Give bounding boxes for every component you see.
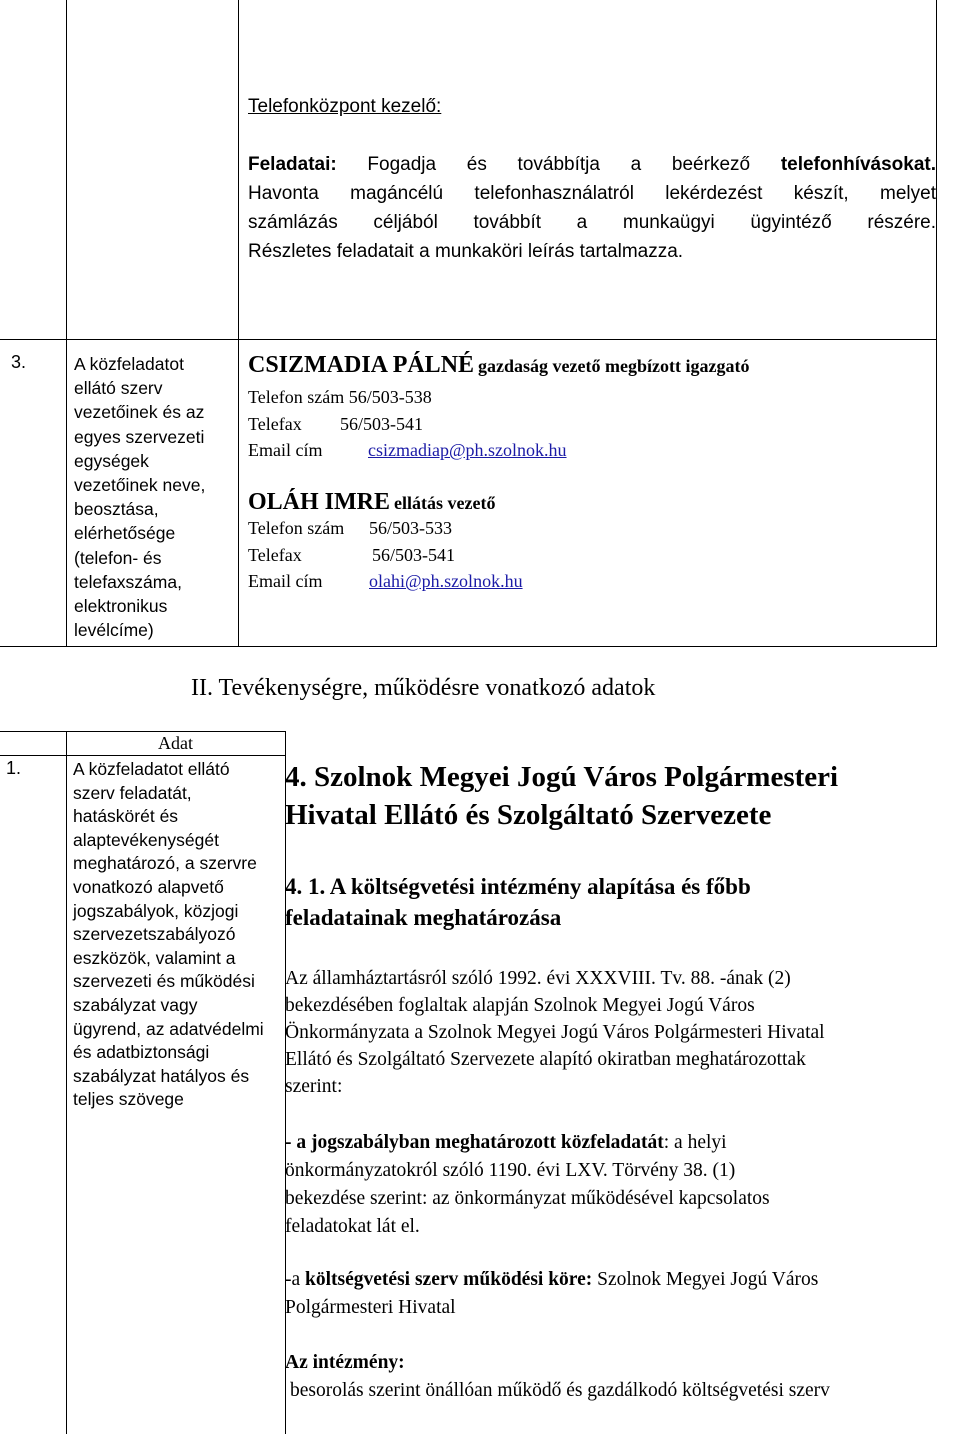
org-title-line-2: Hivatal Ellátó és Szolgáltató Szervezete [285, 799, 772, 831]
row3-label-line: beosztása, [74, 499, 159, 520]
row1-label-line: és adatbiztonsági [73, 1042, 210, 1063]
para3-rest: Szolnok Megyei Jogú Város [592, 1269, 819, 1290]
contact2-phone-row [248, 515, 523, 542]
para1 [285, 965, 825, 1100]
row1-label-line: szerv feladatát, [73, 782, 192, 803]
contact1-details [248, 384, 567, 464]
duties-line-2: Havonta magáncélú telefonhasználatról lekérdezést készít, melyet [248, 183, 936, 204]
para1-line: bekezdésében foglaltak alapján Szolnok Megyei Jogú Város [285, 995, 755, 1016]
row3-label-line: vezetőinek neve, [74, 475, 206, 496]
row3-label-line: egységek [74, 450, 149, 471]
duties-line-4: Részletes feladatait a munkaköri leírás tartalmazza. [248, 241, 684, 262]
para3-line-1 [285, 1266, 818, 1294]
org-title-line-1: 4. Szolnok Megyei Jogú Város Polgármesteri [285, 761, 839, 793]
row1-label-line: szabályzat vagy [73, 994, 198, 1015]
contact2-name: OLÁH IMRE [248, 489, 391, 515]
contact2-phone-label: Telefon szám [248, 518, 345, 538]
contact2-header [248, 489, 495, 516]
row3-label-line: (telefon- és [74, 547, 162, 568]
table1-vline-right [936, 0, 937, 647]
row3-label-line: telefaxszáma, [74, 571, 182, 592]
contact1-fax: 56/503-541 [340, 413, 423, 434]
para2-line-1 [285, 1129, 770, 1157]
table2-hline-top [0, 731, 286, 732]
row1-label [73, 758, 283, 1112]
row1-label-line: teljes szövege [73, 1089, 184, 1110]
para1-line: szerint: [285, 1076, 343, 1097]
para1-line: Önkormányzata a Szolnok Megyei Jogú Város Polgármesteri Hivatal [285, 1022, 825, 1043]
row1-label-line: szervezetszabályozó [73, 924, 236, 945]
adat-header: Adat [158, 733, 193, 753]
contact2-fax-label: Telefax [248, 544, 302, 565]
duties-text-1b: telefonhívásokat. [780, 154, 937, 175]
para1-line: Az államháztartásról szóló 1992. évi XXXVIII. Tv. 88. -ának (2) [285, 968, 791, 989]
contact2-email-label: Email cím [248, 571, 323, 591]
contact2-email-row [248, 568, 523, 595]
section2-heading: II. Tevékenységre, működésre vonatkozó adatok [191, 675, 656, 701]
duties-block [248, 150, 936, 266]
row1-number: 1. [6, 758, 22, 778]
contact1-fax-label: Telefax [248, 413, 302, 434]
row1-label-line: ügyrend, az adatvédelmi [73, 1018, 264, 1039]
para3-prefix: -a [285, 1269, 306, 1290]
para3 [285, 1266, 818, 1322]
row3-label [74, 352, 236, 642]
row1-label-line: hatáskörét és [73, 806, 179, 827]
contact2-fax-row [248, 542, 523, 569]
para2 [285, 1129, 770, 1241]
para2-rest: : a helyi [663, 1132, 727, 1153]
para4-line: besorolás szerint önállóan működő és gazdálkodó költségvetési szerv [290, 1380, 830, 1401]
contact2-phone: 56/503-533 [369, 518, 452, 538]
table1-vline-left [66, 0, 67, 647]
row1-label-line: alaptevékenységét [73, 829, 219, 850]
para4 [285, 1349, 830, 1405]
duties-line-3: számlázás céljából továbbít a munkaügyi ügyintéző részére. [248, 212, 936, 233]
row1-label-line: szervezeti és működési [73, 971, 255, 992]
table1-hline-bottom [0, 646, 937, 647]
contact1-email-label: Email cím [248, 440, 323, 460]
contact1-email-row [248, 437, 567, 464]
row3-number: 3. [11, 352, 27, 372]
row1-label-line: szabályzat hatályos és [73, 1065, 250, 1086]
row1-label-line: vonatkozó alapvető [73, 876, 224, 897]
row1-label-line: A közfeladatot ellátó [73, 759, 230, 779]
para4-bold: Az intézmény: [285, 1352, 405, 1373]
row3-label-line: ellátó szerv [74, 378, 163, 399]
row3-label-line: egyes szervezeti [74, 426, 205, 447]
duties-label: Feladatai: [248, 154, 337, 175]
duties-text-1a: Fogadja és továbbítja a beérkező [367, 154, 751, 175]
section-title: Telefonközpont kezelő: [248, 96, 442, 117]
sub-title-line-1: 4. 1. A költségvetési intézmény alapítása és főbb [285, 874, 751, 899]
row1-label-line: meghatározó, a szervre [73, 853, 257, 874]
contact1-fax-row [248, 411, 567, 438]
table2-vline-left [66, 731, 67, 1434]
contact2-email-link[interactable]: olahi@ph.szolnok.hu [369, 571, 523, 591]
sub-title-line-2: feladatainak meghatározása [285, 905, 562, 930]
contact2-role: ellátás vezető [394, 493, 496, 513]
para2-bold: - a jogszabályban meghatározott közfeladatát [285, 1132, 664, 1153]
row3-label-line: elektronikus [74, 596, 168, 617]
para3-bold: költségvetési szerv működési köre: [305, 1269, 593, 1290]
contact2-fax: 56/503-541 [372, 544, 455, 565]
contact1-phone-label: Telefon szám [248, 387, 345, 407]
sub-title [285, 871, 751, 933]
row3-label-line: levélcíme) [74, 620, 154, 641]
contact1-phone-row [248, 384, 567, 411]
row1-label-line: jogszabályok, közjogi [73, 900, 239, 921]
para2-line: önkormányzatokról szóló 1190. évi LXV. Törvény 38. (1) [285, 1160, 736, 1181]
contact1-email-link[interactable]: csizmadiap@ph.szolnok.hu [368, 440, 567, 460]
para1-line: Ellátó és Szolgáltató Szervezete alapító okiratban meghatározottak [285, 1049, 806, 1070]
para2-line: feladatokat lát el. [285, 1216, 420, 1237]
contact1-header [248, 352, 749, 379]
row3-label-line: elérhetősége [74, 523, 176, 544]
row3-label-line: vezetőinek és az [74, 402, 205, 423]
org-title [285, 758, 838, 834]
contact1-phone: 56/503-538 [348, 387, 432, 407]
row1-label-line: eszközök, valamint a [73, 947, 236, 968]
contact1-role: gazdaság vezető megbízott igazgató [478, 356, 750, 376]
para2-line: bekezdése szerint: az önkormányzat működésével kapcsolatos [285, 1188, 770, 1209]
contact2-details [248, 515, 523, 595]
para3-line-2: Polgármesteri Hivatal [285, 1297, 456, 1318]
table1-vline-mid [238, 0, 239, 647]
table1-hline-row3-top [0, 339, 937, 340]
table2-hline-header [0, 755, 286, 756]
duties-line-1 [248, 150, 936, 179]
row3-label-line: A közfeladatot [74, 354, 184, 374]
contact1-name: CSIZMADIA PÁLNÉ [248, 352, 475, 378]
